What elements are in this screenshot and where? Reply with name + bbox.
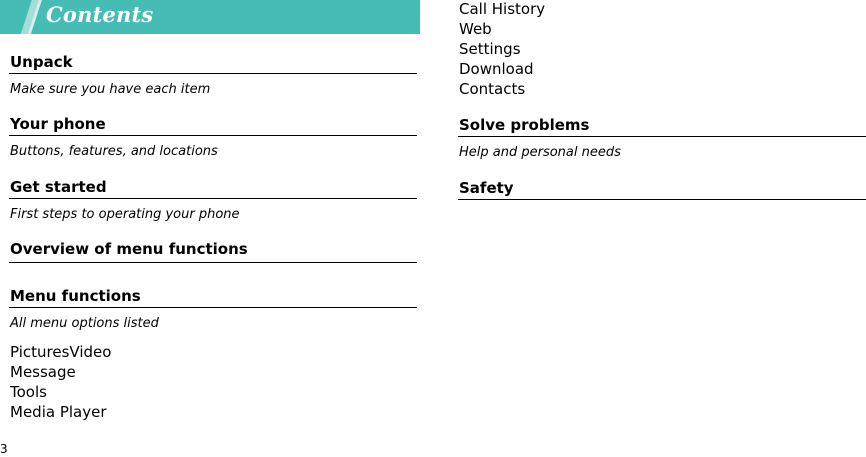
toc-description: Make sure you have each item [10,82,211,97]
toc-heading: Safety [459,179,514,197]
toc-entry-overview-of-menu-functions[interactable] [9,240,417,263]
page-title: Contents [46,2,154,27]
toc-heading: Get started [10,178,107,196]
menu-function-item[interactable]: Download [459,60,534,78]
divider [458,136,866,137]
menu-function-item[interactable]: PicturesVideo [10,343,112,361]
toc-heading: Solve problems [459,116,590,134]
toc-heading: Overview of menu functions [10,240,248,258]
menu-function-list-left [9,342,417,422]
toc-heading: Unpack [10,53,73,71]
menu-function-item[interactable]: Contacts [459,80,526,98]
menu-function-item[interactable]: Message [10,363,76,381]
toc-entry-unpack[interactable] [9,53,417,98]
divider [458,199,866,200]
toc-entry-safety[interactable] [458,179,866,200]
toc-entry-solve-problems[interactable] [458,116,866,161]
menu-function-list-right [458,0,866,99]
toc-description: All menu options listed [10,316,159,331]
menu-function-item[interactable]: Settings [459,40,521,58]
toc-entry-your-phone[interactable] [9,115,417,160]
divider [9,262,417,263]
divider [9,73,417,74]
toc-heading: Menu functions [10,287,141,305]
toc-entry-menu-functions[interactable] [9,287,417,332]
menu-function-item[interactable]: Web [459,20,492,38]
toc-description: Buttons, features, and locations [10,144,218,159]
divider [9,135,417,136]
menu-function-item[interactable]: Media Player [10,403,107,421]
toc-entry-get-started[interactable] [9,178,417,223]
toc-heading: Your phone [10,115,106,133]
page-number: 3 [0,442,8,456]
contents-banner [0,0,420,34]
menu-function-item[interactable]: Tools [10,383,47,401]
menu-function-item[interactable]: Call History [459,0,546,18]
divider [9,198,417,199]
toc-description: Help and personal needs [459,145,621,160]
toc-description: First steps to operating your phone [10,207,240,222]
divider [9,307,417,308]
